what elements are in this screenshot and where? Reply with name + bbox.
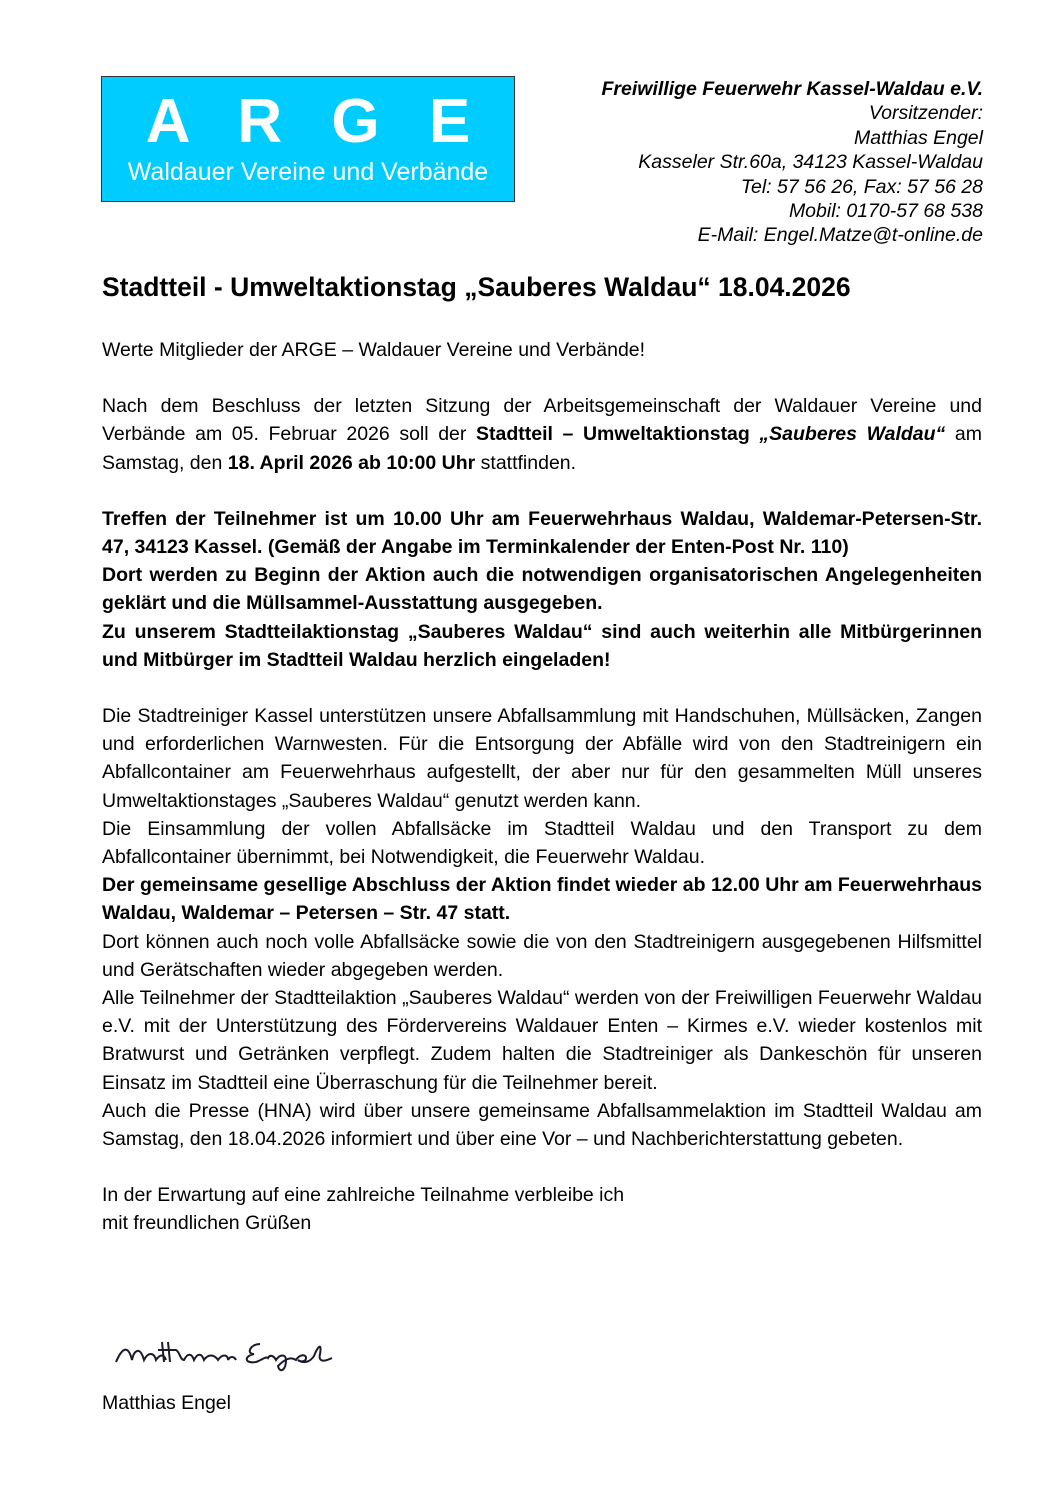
text: Nach dem Beschluss der letzten Sitzung der Arbeitsgemeinschaft der Waldauer Vereine und Verbände am 05. Februar 2026 soll der — [102, 395, 982, 446]
paragraph-meeting: Treffen der Teilnehmer ist um 10.00 Uhr am Feuerwehrhaus Waldau, Waldemar-Petersen-Str. 47, 34123 Kassel. (Gemäß der Angabe im Terminkalender der Enten-Post Nr. 110) — [102, 507, 982, 559]
sender-phone: Tel: 57 56 26, Fax: 57 56 28 — [740, 175, 983, 198]
sender-street: Kasseler Str.60a, 34123 Kassel-Waldau — [638, 151, 983, 174]
sender-name: Matthias Engel — [854, 126, 983, 149]
sender-address — [602, 77, 983, 248]
document-title: Stadtteil - Umweltaktionstag „Sauberes Waldau“ 18.04.2026 — [102, 272, 851, 302]
handwritten-signature — [110, 1330, 360, 1380]
greeting: Werte Mitglieder der ARGE – Waldauer Vereine und Verbände! — [102, 339, 646, 361]
paragraph-press: Auch die Presse (HNA) wird über unsere gemeinsame Abfallsammelaktion im Stadtteil Waldau am Samstag, den 18.04.2026 informiert und über eine Vor – und Nachberichterstattung gebeten. — [102, 1099, 982, 1151]
sender-org: Freiwillige Feuerwehr Kassel-Waldau e.V. — [601, 78, 983, 100]
sender-mobile: Mobil: 0170-57 68 538 — [788, 200, 983, 223]
arge-logo — [101, 76, 515, 202]
sender-email: E-Mail: Engel.Matze@t-online.de — [697, 224, 983, 247]
closing-line-2: mit freundlichen Grüßen — [102, 1212, 312, 1235]
paragraph-collection: Die Einsammlung der vollen Abfallsäcke im Stadtteil Waldau und den Transport zu dem Abfallcontainer übernimmt, bei Notwendigkeit, die Feuerwehr Waldau. — [102, 817, 982, 869]
logo-title: A R G E — [145, 87, 487, 156]
text-bold: Stadtteil – Umweltaktionstag — [475, 423, 760, 446]
sender-role: Vorsitzender: — [868, 102, 983, 125]
paragraph-catering: Alle Teilnehmer der Stadtteilaktion „Sauberes Waldau“ werden von der Freiwilligen Feuerwehr Waldau e.V. mit der Unterstützung des Fördervereins Waldauer Enten – Kirmes e.V. wieder kostenlos mit Bratwurst und Getränken verpflegt. Zudem halten die Stadtreiniger als Dankeschön für unseren Einsatz im Stadtteil eine Überraschung für die Teilnehmer bereit. — [102, 987, 982, 1094]
letter-body — [102, 336, 982, 1238]
closing-line-1: In der Erwartung auf eine zahlreiche Teilnahme verbleibe ich — [102, 1184, 625, 1207]
logo-subtitle: Waldauer Vereine und Verbände — [127, 158, 489, 186]
paragraph-stadtreiniger: Die Stadtreiniger Kassel unterstützen unsere Abfallsammlung mit Handschuhen, Müllsäcken, Zangen und erforderlichen Warnwesten. Für die Entsorgung der Abfälle wird von den Stadtreinigern ein Abfallcontainer am Feuerwehrhaus aufgestellt, der aber nur für den gesammelten Müll unseres Umweltaktionstages „Sauberes Waldau“ genutzt werden kann. — [102, 705, 982, 812]
text-bold-italic: „Sauberes Waldau“ — [759, 423, 946, 446]
paragraph-closing-event: Der gemeinsame gesellige Abschluss der Aktion findet wieder ab 12.00 Uhr am Feuerwehrhaus Waldau, Waldemar – Petersen – Str. 47 statt. — [102, 874, 982, 925]
text: am Samstag, den — [102, 423, 982, 474]
paragraph-invitation: Zu unserem Stadtteilaktionstag „Sauberes Waldau“ sind auch weiterhin alle Mitbürgerinnen und Mitbürger im Stadtteil Waldau herzlich eingeladen! — [102, 620, 982, 671]
paragraph-intro — [102, 392, 982, 477]
signer-name: Matthias Engel — [102, 1392, 231, 1414]
paragraph-return: Dort können auch noch volle Abfallsäcke sowie die von den Stadtreinigern ausgegebenen Hilfsmittel und Gerätschaften wieder abgegeben werden. — [102, 930, 982, 981]
text-bold: 18. April 2026 ab 10:00 Uhr — [227, 451, 476, 474]
text: stattfinden. — [475, 451, 577, 474]
paragraph-organisation: Dort werden zu Beginn der Aktion auch die notwendigen organisatorischen Angelegenheiten geklärt und die Müllsammel-Ausstattung ausgegeben. — [102, 564, 982, 615]
